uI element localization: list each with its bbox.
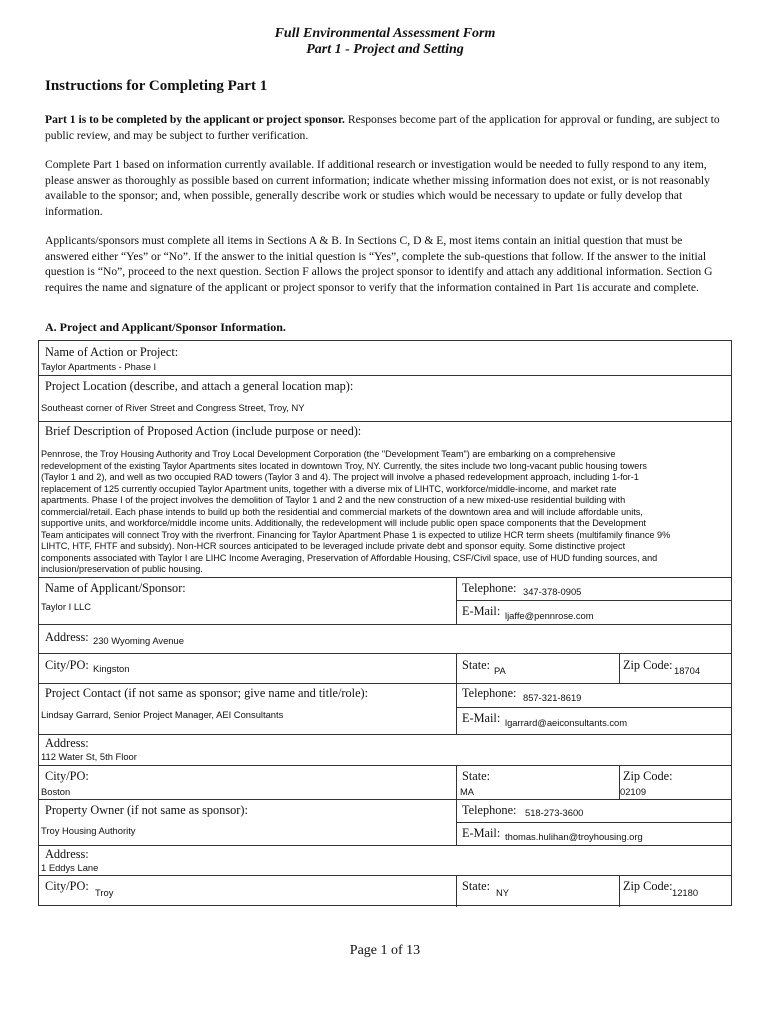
owner-state-label: State: (462, 879, 491, 893)
column-divider (619, 875, 620, 907)
form-subtitle: Part 1 - Project and Setting (306, 42, 464, 57)
column-divider (456, 765, 457, 799)
column-divider (456, 683, 457, 734)
owner-address-label: Address: (45, 847, 89, 861)
row-divider (39, 577, 731, 578)
instructions-paragraph-3: Applicants/sponsors must complete all items in Sections A & B. In Sections C, D & E, most items contain an initial question that must be answered either “Yes” or “No”. If the answer to the initial question is “Yes”, complete the sub-questions that follow. If the answer to the initial question is “No”, proceed to the next question. Section F allows the project sponsor to identify and attach any additional information. Section G requires the name and signature of the applicant or project sponsor to verify that the information contained in Part 1is accurate and complete. (45, 234, 713, 294)
row-divider (39, 375, 731, 376)
owner-telephone-label: Telephone: (462, 803, 517, 817)
row-divider (39, 799, 731, 800)
project-location-field[interactable]: Southeast corner of River Street and Congress Street, Troy, NY (41, 402, 305, 413)
page-number: Page 1 of 13 (349, 943, 421, 958)
applicant-city-label: City/PO: (45, 658, 89, 672)
owner-name-label: Property Owner (if not same as sponsor): (45, 803, 248, 817)
owner-city-field[interactable]: Troy (95, 887, 114, 898)
owner-address-field[interactable]: 1 Eddys Lane (41, 862, 99, 873)
contact-state-label: State: (462, 769, 491, 783)
applicant-address-label: Address: (45, 630, 89, 644)
project-name-label: Name of Action or Project: (45, 345, 179, 359)
column-divider (456, 653, 457, 683)
contact-name-field[interactable]: Lindsay Garrard, Senior Project Manager, AEI Consultants (41, 709, 284, 720)
contact-city-field[interactable]: Boston (41, 786, 71, 797)
row-divider (39, 765, 731, 766)
applicant-zip-field[interactable]: 18704 (674, 665, 701, 676)
contact-city-label: City/PO: (45, 769, 89, 783)
project-description-field[interactable]: Pennrose, the Troy Housing Authority and Troy Local Development Corporation (the "Development Team") are embarking on a comprehensive redevelopment of the existing Taylor Apartments sites located in downtown Troy, NY. Currently, the sites include two long-vacant public housing towers (Taylor 1 and 2), and well as two occupied RAD towers (Taylor 3 and 4). The project will involve a phased redevelopment approach, including 1-for-1 replacement of 125 currently occupied Taylor Apartment units, together with a diverse mix of LIHTC, workforce/middle-income, and market rate apartments. Phase I of the project involves the demolition of Taylor 1 and 2 and the new construction of a new mixed-use residential building with commercial/retail. Each phase intends to build up both the residential and commercial markets of the downtown area and will include affordable units, supportive units, and workforce/middle income units. Additionally, the redevelopment will include public open space components that the Development Team anticipates will connect Troy with the riverfront. Financing for Taylor Apartment Phase 1 is expected to utilize HCR term sheets (multifamily finance 9% LIHTC, HTF, FHTF and subsidy). Non-HCR sources anticipated to be leveraged include private debt and sponsor equity. Some distinctive project components associated with Taylor I are LIHC Income Averaging, Preservation of Affordable Housing, CSF/Civil space, use of HUD funding sources, and inclusion/preservation of public housing. (41, 449, 671, 574)
column-divider (619, 653, 620, 683)
row-divider (39, 421, 731, 422)
row-divider (456, 707, 731, 708)
applicant-zip-label: Zip Code: (623, 658, 673, 672)
applicant-telephone-label: Telephone: (462, 581, 517, 595)
contact-address-field[interactable]: 112 Water St, 5th Floor (41, 751, 137, 762)
project-name-field[interactable]: Taylor Apartments - Phase I (41, 361, 157, 372)
applicant-email-label: E-Mail: (462, 604, 501, 618)
owner-zip-label: Zip Code: (623, 879, 673, 893)
row-divider (39, 845, 731, 846)
form-title: Full Environmental Assessment Form (274, 26, 496, 41)
form-header (0, 26, 770, 58)
applicant-city-field[interactable]: Kingston (93, 663, 130, 674)
contact-state-field[interactable]: MA (460, 786, 475, 797)
owner-email-label: E-Mail: (462, 826, 501, 840)
contact-telephone-field[interactable]: 857-321-8619 (523, 692, 582, 703)
row-divider (39, 624, 731, 625)
owner-city-label: City/PO: (45, 879, 89, 893)
instructions-paragraph-2: Complete Part 1 based on information currently available. If additional research or investigation would be needed to fully respond to any item, please answer as thoroughly as possible based on current information; indicate whether missing information does not exist, or is not reasonably available to the sponsor; and, when possible, generally describe work or studies which would be necessary to update or fully develop that information. (45, 158, 710, 218)
applicant-name-field[interactable]: Taylor I LLC (41, 601, 92, 612)
applicant-state-field[interactable]: PA (494, 665, 506, 676)
owner-email-field[interactable]: thomas.hulihan@troyhousing.org (505, 831, 643, 842)
applicant-email-field[interactable]: ljaffe@pennrose.com (505, 610, 594, 621)
applicant-address-field[interactable]: 230 Wyoming Avenue (93, 635, 184, 646)
row-divider (39, 653, 731, 654)
owner-zip-field[interactable]: 12180 (672, 887, 699, 898)
instructions-title: Instructions for Completing Part 1 (45, 78, 268, 94)
instructions-paragraph-1 (45, 112, 725, 143)
contact-address-label: Address: (45, 736, 89, 750)
instructions-p1-text: Responses become part of the application for approval or funding, are subject to public review, and may be subject to further verification. (45, 113, 720, 142)
project-description-label: Brief Description of Proposed Action (include purpose or need): (45, 424, 362, 438)
applicant-telephone-field[interactable]: 347-378-0905 (523, 586, 582, 597)
contact-email-field[interactable]: lgarrard@aeiconsultants.com (505, 717, 628, 728)
column-divider (456, 875, 457, 907)
row-divider (39, 734, 731, 735)
contact-zip-label: Zip Code: (623, 769, 673, 783)
section-a-heading: A. Project and Applicant/Sponsor Information. (45, 320, 286, 334)
applicant-name-label: Name of Applicant/Sponsor: (45, 581, 186, 595)
project-location-label: Project Location (describe, and attach a general location map): (45, 379, 354, 393)
row-divider (39, 875, 731, 876)
contact-zip-field[interactable]: 02109 (620, 786, 647, 797)
project-info-form (38, 340, 732, 906)
row-divider (39, 683, 731, 684)
column-divider (456, 799, 457, 845)
instructions-p1-bold: Part 1 is to be completed by the applicant or project sponsor. (45, 113, 345, 126)
row-divider (456, 600, 731, 601)
owner-state-field[interactable]: NY (496, 887, 510, 898)
owner-name-field[interactable]: Troy Housing Authority (41, 825, 136, 836)
contact-name-label: Project Contact (if not same as sponsor; give name and title/role): (45, 686, 369, 700)
contact-telephone-label: Telephone: (462, 686, 517, 700)
owner-telephone-field[interactable]: 518-273-3600 (525, 807, 584, 818)
column-divider (456, 577, 457, 624)
applicant-state-label: State: (462, 658, 491, 672)
contact-email-label: E-Mail: (462, 711, 501, 725)
row-divider (456, 822, 731, 823)
